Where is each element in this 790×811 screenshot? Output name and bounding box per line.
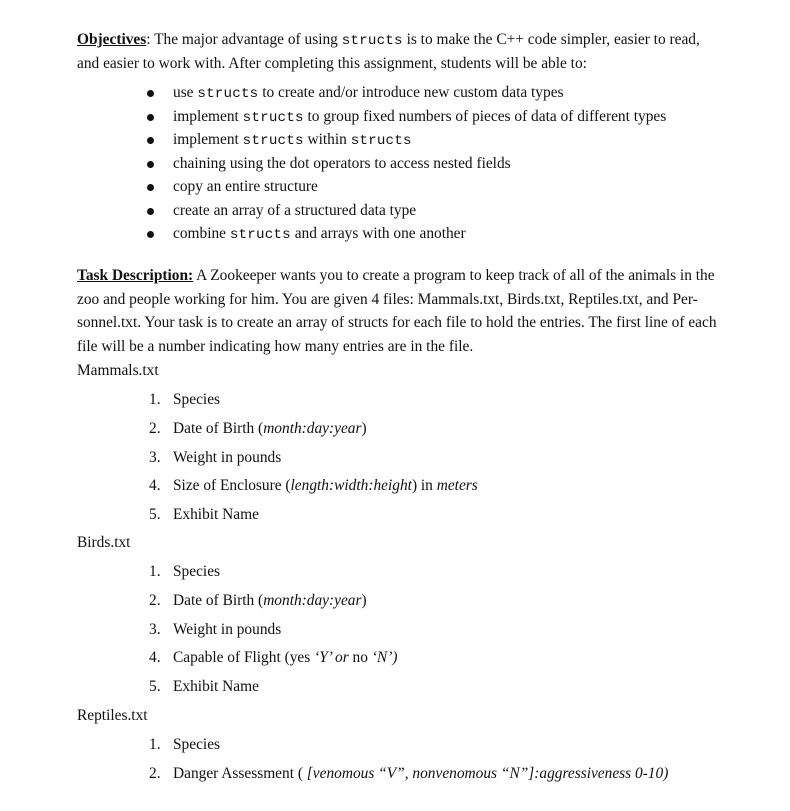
bullet-icon xyxy=(147,161,154,168)
list-item: 2. Danger Assessment ( [venomous “V”, nonvenomous “N”]:aggressiveness 0-10) xyxy=(149,764,669,782)
objectives-text-2: and easier to work with. After completing this assignment, students will be able to: xyxy=(77,54,587,72)
task-heading: Task Description: xyxy=(77,267,194,284)
list-item: 3. Weight in pounds xyxy=(149,620,282,638)
bullet-item: create an array of a structured data type xyxy=(147,199,666,223)
list-item: 1. Species xyxy=(149,391,221,408)
bullet-item: copy an entire structure xyxy=(147,175,666,199)
list-item: 4. Capable of Flight (yes ‘Y’ or no ‘N’) xyxy=(149,649,398,667)
code-structs: structs xyxy=(341,33,403,49)
list-item: 5. Exhibit Name xyxy=(149,506,259,524)
list-item: 4. Size of Enclosure (length:width:height) in meters xyxy=(149,477,478,495)
objectives-text-1b: is to make the C++ code simpler, easier to read, xyxy=(402,31,700,48)
bullet-item: use structs to create and/or introduce new custom data types xyxy=(147,81,666,105)
mammals-field-list xyxy=(149,386,478,530)
bullet-icon xyxy=(147,231,154,238)
mammals-file-label: Mammals.txt xyxy=(77,362,159,379)
bullet-item: implement structs to group fixed numbers of pieces of data of different types xyxy=(147,105,666,129)
bullet-item: chaining using the dot operators to access nested fields xyxy=(147,152,666,176)
bullet-icon xyxy=(147,90,154,97)
list-item: 5. Exhibit Name xyxy=(149,678,259,696)
task-description-paragraph: Task Description: A Zookeeper wants you to create a program to keep track of all of the animals in the zoo and people working for him. You are given 4 files: Mammals.txt, Birds.txt, Reptiles.txt, and Per- sonnel.txt. Your task is to create an array of structs for each file to hold the entries. The first line of each file will be a number indicating how many entries are in the file. xyxy=(77,267,717,355)
objectives-heading: Objectives xyxy=(77,31,147,48)
birds-file-label: Birds.txt xyxy=(77,534,131,551)
bullet-item: implement structs within structs xyxy=(147,128,666,152)
list-item: 3. Weight in pounds xyxy=(149,448,282,466)
objectives-text-1a: : The major advantage of using xyxy=(146,31,342,48)
objectives-bullet-list xyxy=(147,81,666,246)
reptiles-field-list xyxy=(149,731,668,789)
list-item: 1. Species xyxy=(149,563,221,580)
bullet-icon xyxy=(147,137,154,144)
bullet-icon xyxy=(147,184,154,191)
bullet-item: combine structs and arrays with one another xyxy=(147,222,666,246)
list-item: 2. Date of Birth (month:day:year) xyxy=(149,591,367,609)
list-item: 1. Species xyxy=(149,736,221,753)
list-item: 2. Date of Birth (month:day:year) xyxy=(149,419,367,437)
bullet-icon xyxy=(147,114,154,121)
objectives-paragraph xyxy=(77,29,747,75)
birds-field-list xyxy=(149,558,397,702)
bullet-icon xyxy=(147,208,154,215)
reptiles-file-label: Reptiles.txt xyxy=(77,707,148,724)
